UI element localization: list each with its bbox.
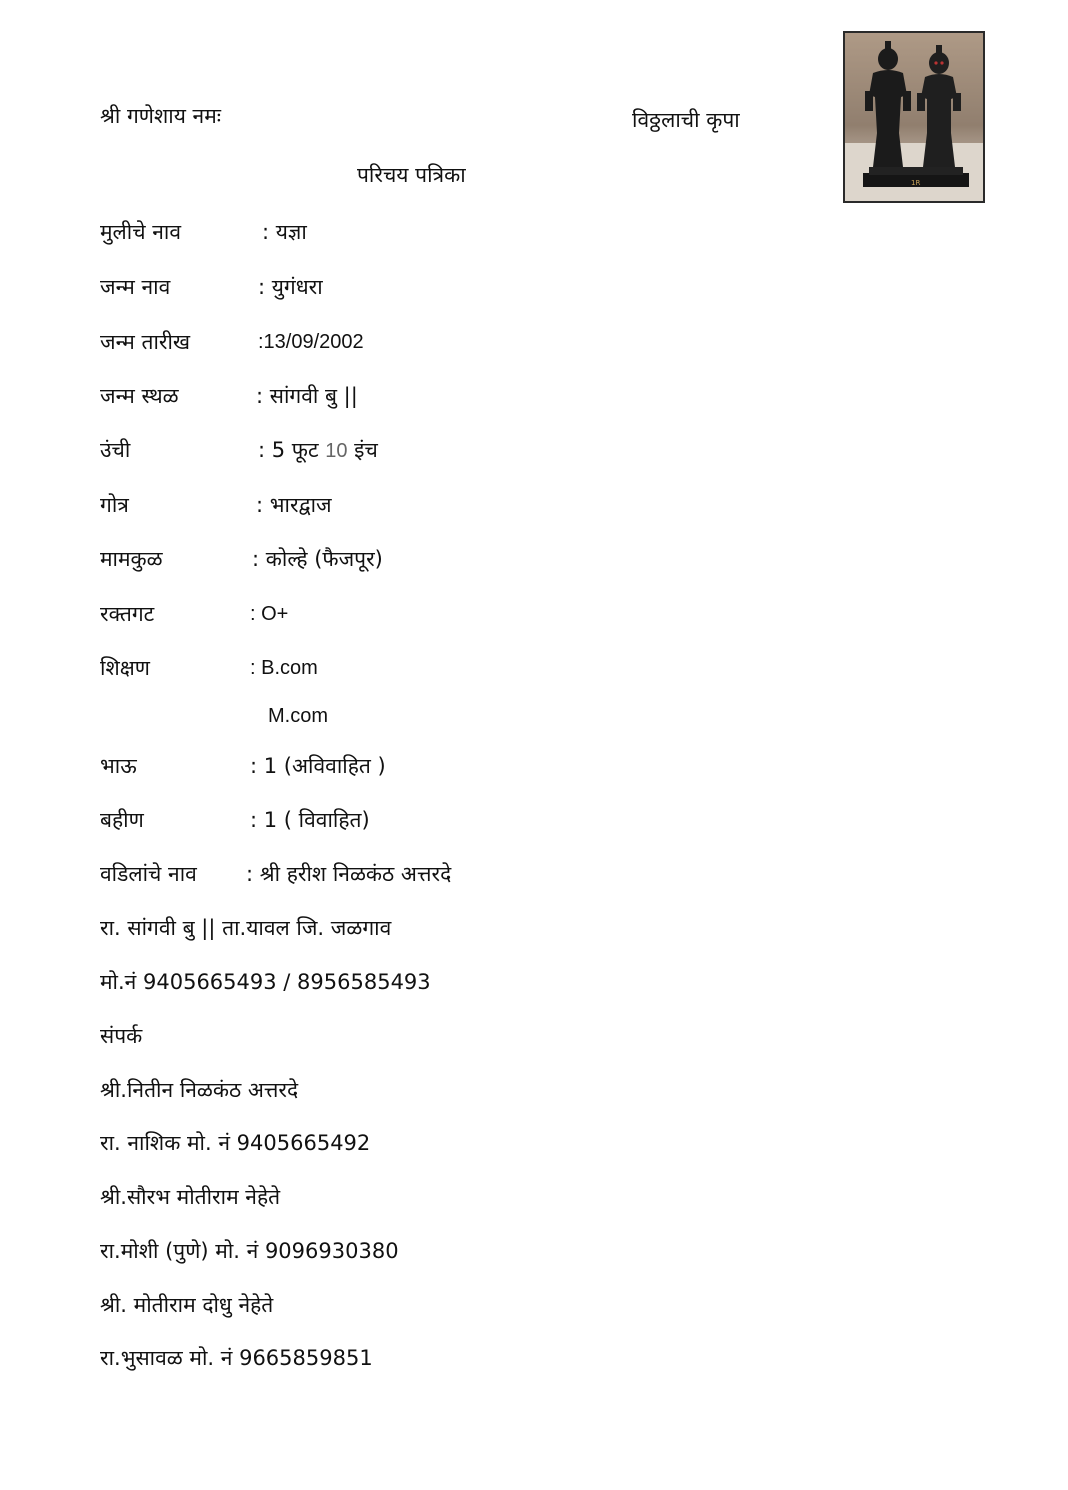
field-sister-label: बहीण [100, 808, 144, 832]
field-mamkul-value: : कोल्हे (फैजपूर) [252, 547, 383, 571]
idol-base-mark: 1R [911, 179, 921, 187]
field-height-label: उंची [100, 438, 131, 462]
field-gotra-value: : भारद्वाज [256, 493, 332, 517]
contacts-heading: संपर्क [100, 1024, 143, 1048]
field-father-label: वडिलांचे नाव [100, 862, 197, 886]
blessing-vitthal: विठ्ठलाची कृपा [632, 108, 740, 132]
field-birth-name-label: जन्म नाव [100, 275, 171, 299]
field-brother-value: : 1 (अविवाहित ) [250, 754, 386, 778]
field-birth-date-label: जन्म तारीख [100, 330, 191, 354]
field-height-number: 10 [325, 440, 348, 462]
contact-1-name: श्री.नितीन निळकंठ अत्तरदे [100, 1078, 299, 1102]
contact-2-name: श्री.सौरभ मोतीराम नेहेते [100, 1185, 281, 1209]
field-birth-place-label: जन्म स्थळ [100, 384, 179, 408]
field-education-value: : B.com [250, 657, 318, 679]
address-line: रा. सांगवी बु || ता.यावल जि. जळगाव [100, 916, 392, 940]
field-name-value: : यज्ञा [262, 220, 307, 244]
field-birth-date-value: :13/09/2002 [258, 331, 364, 353]
field-birth-name-value: : युगंधरा [258, 275, 323, 299]
field-height-suffix: इंच [347, 438, 378, 462]
page-title: परिचय पत्रिका [357, 163, 466, 187]
contact-2-detail: रा.मोशी (पुणे) मो. नं 9096930380 [100, 1239, 399, 1263]
field-birth-place-value: : सांगवी बु || [256, 384, 358, 408]
contact-1-detail: रा. नाशिक मो. नं 9405665492 [100, 1131, 371, 1155]
field-father-value: : श्री हरीश निळकंठ अत्तरदे [246, 862, 452, 886]
field-gotra-label: गोत्र [100, 493, 129, 517]
field-education-label: शिक्षण [100, 656, 150, 680]
contact-3-detail: रा.भुसावळ मो. नं 9665859851 [100, 1346, 373, 1370]
blessing-ganesh: श्री गणेशाय नमः [100, 104, 222, 128]
field-blood-group-value: : O+ [250, 603, 289, 625]
address-mobile: मो.नं 9405665493 / 8956585493 [100, 970, 431, 994]
field-education-value-2: M.com [268, 705, 328, 727]
deity-photo [843, 31, 985, 203]
field-sister-value: : 1 ( विवाहित) [250, 808, 370, 832]
field-name-label: मुलीचे नाव [100, 220, 182, 244]
contact-3-name: श्री. मोतीराम दोधु नेहेते [100, 1293, 274, 1317]
field-height-prefix: : 5 फूट [258, 438, 326, 462]
vitthal-rukmini-idol-icon [845, 33, 983, 201]
field-mamkul-label: मामकुळ [100, 547, 163, 571]
field-height-value [258, 435, 378, 466]
field-brother-label: भाऊ [100, 754, 137, 778]
field-blood-group-label: रक्तगट [100, 602, 155, 626]
